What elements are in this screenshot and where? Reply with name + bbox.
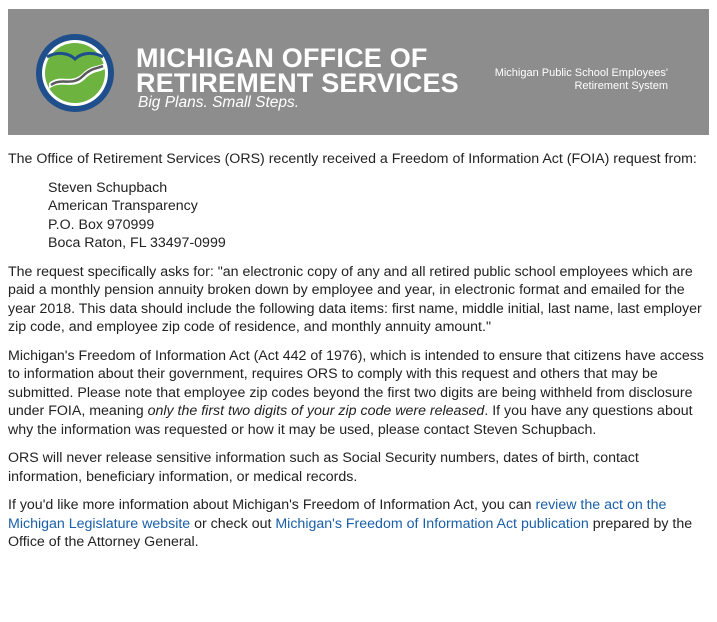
foia-emphasis: only the first two digits of your zip code were released: [147, 403, 485, 419]
intro-paragraph: The Office of Retirement Services (ORS) recently received a Freedom of Information Act (FOIA) request from:: [8, 151, 697, 167]
never-release-paragraph: ORS will never release sensitive information such as Social Security numbers, dates of birth, contact information, beneficiary information, or medical records.: [8, 450, 639, 485]
legislature-website-link[interactable]: review the act on the Michigan Legislature website: [8, 497, 667, 532]
address-po-box: P.O. Box 970999: [48, 216, 155, 233]
address-name: Steven Schupbach: [48, 179, 168, 196]
system-name-line2: Retirement System: [574, 80, 668, 92]
foia-paragraph: [8, 347, 708, 440]
foia-text-after: . If you have any questions about why the information was requested or how it may be used, please contact Steven Schupbach.: [8, 403, 693, 438]
system-name-line1: Michigan Public School Employees': [494, 67, 668, 79]
more-text-middle: or check out: [190, 515, 276, 532]
letter-body: [8, 150, 708, 562]
system-name: [495, 67, 668, 93]
more-text-before: If you'd like more information about Michigan's Freedom of Information Act, you can: [8, 497, 536, 513]
org-title-line2: RETIREMENT SERVICES: [136, 68, 459, 98]
more-info-paragraph: [8, 496, 708, 552]
more-text-after: prepared by the Office of the Attorney General.: [8, 515, 693, 550]
foia-publication-link[interactable]: Michigan's Freedom of Information Act publication: [275, 515, 589, 532]
road-landscape-logo-icon: [35, 33, 115, 113]
header-banner: [8, 9, 709, 135]
foia-text-before: Michigan's Freedom of Information Act (Act 442 of 1976), which is intended to ensure that citizens have access to information about their government, requires ORS to comply with this request and others that may be submitted. Please note that employee zip codes beyond the first two digits are being withheld from disclosure under FOIA, meaning: [8, 347, 704, 419]
org-title: [136, 43, 459, 98]
address-organization: American Transparency: [48, 198, 198, 214]
requester-address: [48, 179, 708, 253]
address-city-state-zip: Boca Raton, FL 33497-0999: [48, 235, 226, 251]
request-paragraph: The request specifically asks for: "an electronic copy of any and all retired public school employees which are paid a monthly pension annuity broken down by employee and year, in electronic format and emailed for the year 2018. This data should include the following data items: first name, middle initial, last name, last employer zip code, and employee zip code of residence, and monthly annuity amount.": [8, 263, 702, 335]
tagline: Big Plans. Small Steps.: [138, 94, 300, 111]
org-title-line1: MICHIGAN OFFICE OF: [136, 43, 428, 73]
